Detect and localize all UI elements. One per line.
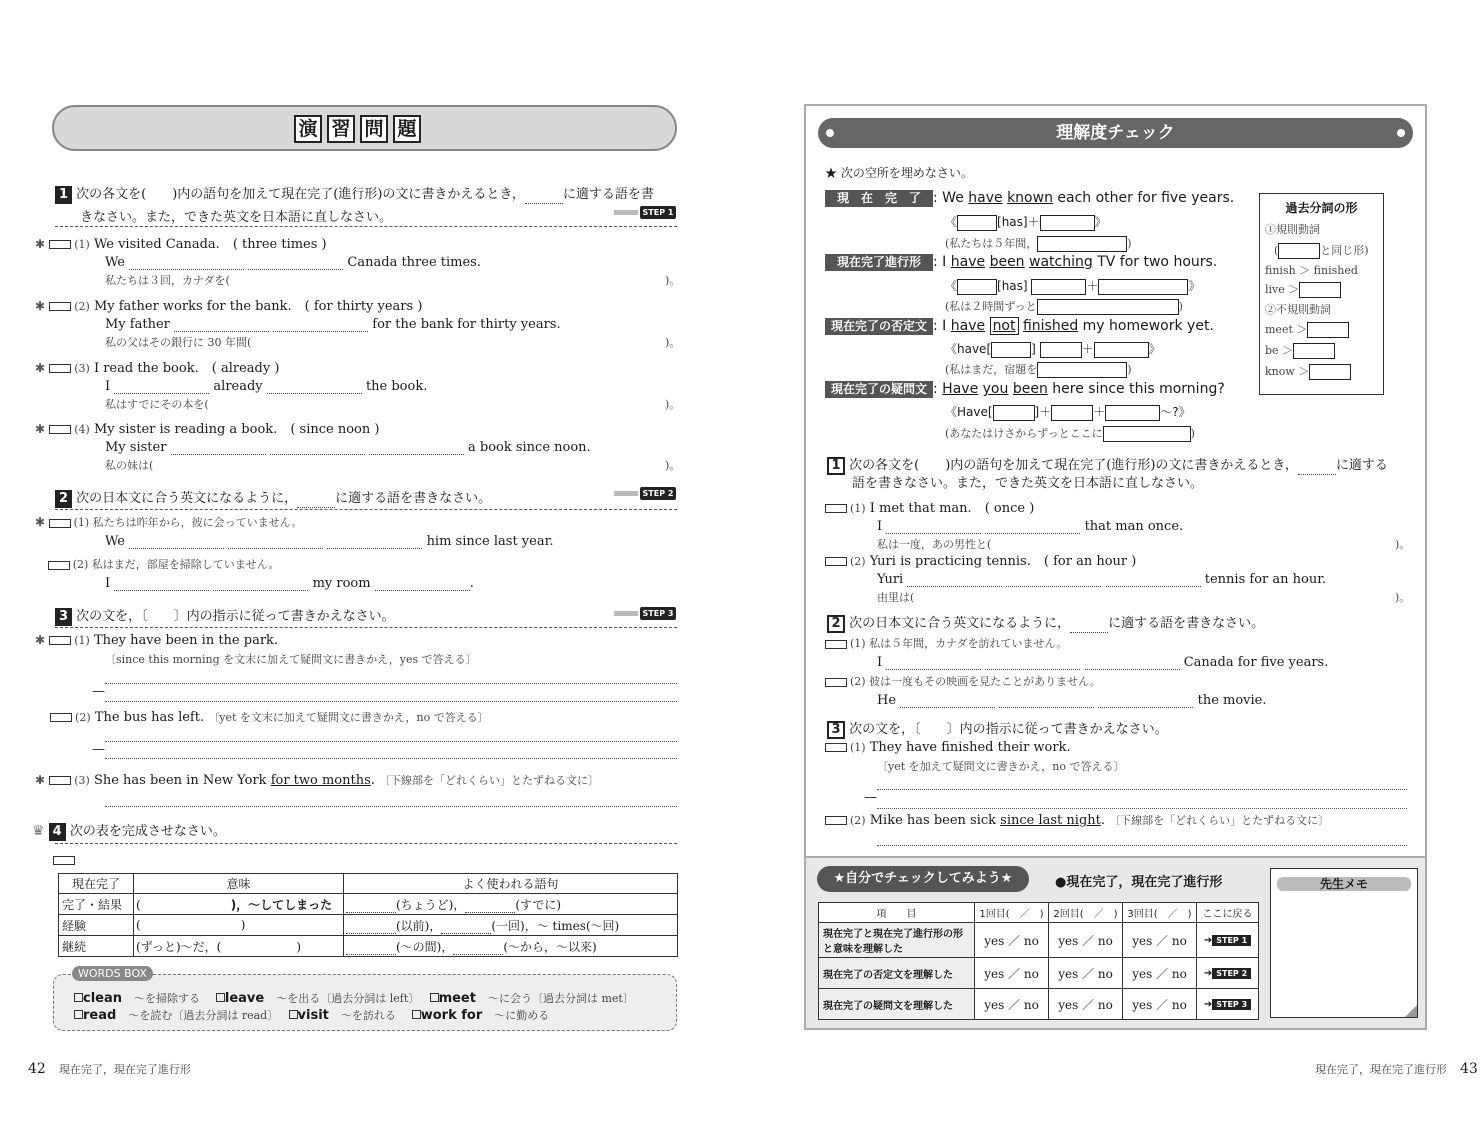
r-q3-header: 3 次の文を，〔 〕内の指示に従って書きかえなさい。	[827, 718, 1168, 739]
q1-item-1: ✱ (1) We visited Canada. ( three times ) We Canada three times. 私たちは３回，カナダを( )。	[35, 237, 681, 287]
answer-blank[interactable]	[985, 656, 1080, 670]
self-check-table: 項 目 1回目( ／ ) 2回目( ／ ) 3回目( ／ ) ここに戻る 現在完了と現在完了進行形の形と意味を理解した yes ／ no yes ／ no yes ／ no ➔ STEP 1 現在完了の否定文を理解した yes ／ no yes ／ no yes ／ no ➔ STEP 2 現在完了の疑問文を理解した yes ／ no yes ／ no yes ／ no ➔ STEP 3	[818, 902, 1259, 1020]
check-box[interactable]	[49, 240, 71, 249]
answer-blank[interactable]	[174, 318, 269, 332]
answer-box[interactable]	[1293, 343, 1335, 359]
check-box[interactable]	[49, 302, 71, 311]
r-q2-header: 2 次の日本文に合う英文になるように， に適する語を書きなさい。	[827, 612, 1264, 633]
answer-box[interactable]	[1098, 279, 1188, 295]
q1-instruction-2: きなさい。また，できた英文を日本語に直しなさい。	[80, 210, 393, 225]
q2-header: 2 次の日本文に合う英文になるように， に適する語を書きなさい。	[55, 487, 491, 508]
q3-item-3: ✱ (3) She has been in New York for two months. 〔下線部を「どれくらい」とたずねる文に〕	[35, 773, 600, 788]
r-q2-item-1: (1) 私は５年間，カナダを訪れていません。 I Canada for five years.	[825, 635, 1410, 670]
answer-box[interactable]	[1040, 215, 1095, 231]
answer-box[interactable]	[1299, 282, 1341, 298]
answer-blank[interactable]	[129, 256, 244, 270]
sentence: They have been in the park.	[93, 633, 279, 648]
sentence: My father works for the bank.	[93, 299, 292, 314]
answer-box[interactable]	[1105, 405, 1160, 421]
title-char: 問	[360, 115, 388, 143]
answer-blank[interactable]	[213, 577, 308, 591]
answer-blank[interactable]	[999, 694, 1094, 708]
answer-blank[interactable]	[907, 573, 1002, 587]
self-check-badge: ★自分でチェックしてみよう★	[817, 866, 1029, 892]
answer-blank[interactable]	[346, 899, 396, 913]
answer-box[interactable]	[1037, 236, 1127, 252]
fill-instruction: ★ 次の空所を埋めなさい。	[825, 166, 973, 180]
step-link[interactable]: STEP 3	[1212, 999, 1251, 1010]
question-instruction: 次の各文を( )内の語句を加えて現在完了(進行形)の文に書きかえるとき，	[76, 187, 525, 202]
answer-blank[interactable]	[346, 941, 396, 955]
summary-table: 現在完了 意味 よく使われる語句 完了・結果 ( )，〜してしまった (ちょうど)， (すでに) 経験 ( ) (以前)， (一回)，〜 times(〜回) 継続 (ずっと)〜だ，( ) (〜の間)， (〜から，〜以来)	[58, 873, 678, 957]
step-badge: STEP 1	[640, 206, 676, 219]
answer-blank[interactable]	[129, 535, 224, 549]
q4-header: ♛ 4 次の表を完成させなさい。	[32, 823, 226, 839]
answer-box[interactable]	[993, 405, 1035, 421]
answer-blank[interactable]	[441, 920, 491, 934]
checkbox-icon	[289, 1010, 298, 1019]
q2-item-1: ✱ (1) 私たちは昨年から，彼に会っていません。 We him since last year.	[35, 515, 554, 549]
answer-blank[interactable]	[1098, 694, 1193, 708]
answer-box[interactable]	[957, 215, 997, 231]
grammar-present-perfect-progressive: 現在完了進行形 : I have been watching TV for two hours.	[825, 254, 1217, 271]
question-instruction: に適する語を書	[562, 187, 654, 202]
check-box[interactable]	[825, 678, 847, 687]
answer-box[interactable]	[1309, 364, 1351, 380]
checkbox-icon	[430, 993, 439, 1002]
q1-header	[55, 183, 680, 204]
answer-box[interactable]	[1094, 342, 1149, 358]
answer-blank[interactable]	[886, 656, 981, 670]
checkbox-icon	[412, 1010, 421, 1019]
q3-item-2: (2) The bus has left. 〔yet を文末に加えて疑問文に書きかえ，no で答える〕	[35, 709, 680, 725]
answer-blank[interactable]	[270, 441, 365, 455]
grammar-question: 現在完了の疑問文 : Have you been here since this morning?	[825, 381, 1225, 398]
answer-blank[interactable]	[985, 520, 1080, 534]
r-q1-instruction-2: 語を書きなさい。また，できた英文を日本語に直しなさい。	[852, 476, 1204, 491]
star-icon: ★	[825, 166, 838, 180]
check-title: 理解度チェック	[1056, 123, 1175, 143]
answer-box[interactable]	[1051, 405, 1093, 421]
check-title-bar	[818, 118, 1413, 148]
blank[interactable]	[297, 494, 335, 508]
question-number: 2	[55, 490, 72, 508]
answer-box[interactable]	[1103, 426, 1191, 442]
answer-box[interactable]	[1307, 322, 1349, 338]
sentence: My sister is reading a book.	[93, 422, 278, 437]
answer-box[interactable]	[1037, 362, 1127, 378]
answer-blank[interactable]	[114, 380, 209, 394]
title-banner	[52, 105, 677, 151]
question-number: 1	[827, 457, 845, 475]
answer-box[interactable]	[991, 342, 1031, 358]
answer-blank[interactable]	[267, 380, 362, 394]
check-box[interactable]	[49, 636, 71, 645]
r-q1-header: 1 次の各文を( )内の語句を加えて現在完了(進行形)の文に書きかえるとき， に適する	[827, 454, 1417, 475]
check-box[interactable]	[825, 640, 847, 649]
grammar-negative: 現在完了の否定文 : I have not finished my homework yet.	[825, 318, 1214, 335]
answer-blank[interactable]	[369, 441, 464, 455]
blank[interactable]	[1070, 619, 1108, 633]
r-q1-item-1: (1) I met that man. ( once ) I that man once. 私は一度，あの男性と( )。	[825, 497, 1410, 552]
answer-blank[interactable]	[327, 535, 422, 549]
checkbox-icon	[216, 993, 225, 1002]
check-box[interactable]	[825, 504, 847, 513]
answer-blank[interactable]	[114, 577, 209, 591]
answer-blank[interactable]	[228, 535, 323, 549]
q3-item-1: ✱ (1) They have been in the park. 〔since this morning を文末に加えて疑問文に書きかえ，yes で答える〕	[35, 633, 477, 666]
answer-blank[interactable]	[248, 256, 343, 270]
arrow-icon: ➔	[1203, 998, 1213, 1010]
answer-box[interactable]	[1278, 243, 1320, 259]
answer-blank[interactable]	[465, 899, 515, 913]
answer-blank[interactable]	[886, 520, 981, 534]
past-participle-box: 過去分詞の形 ①規則動詞 ( と同じ形) finish ＞ finished live ＞ ②不規則動詞 meet ＞ be ＞ know ＞	[1259, 193, 1384, 395]
r-q2-item-2: (2) 彼は一度もその映画を見たことがありません。 He the movie.	[825, 673, 1410, 708]
step-link[interactable]: STEP 2	[1212, 968, 1251, 979]
check-box[interactable]	[825, 743, 847, 752]
check-box[interactable]	[49, 519, 71, 528]
words-box-title: WORDS BOX	[72, 966, 153, 981]
answer-blank[interactable]	[171, 441, 266, 455]
self-check-subject: ●現在完了，現在完了進行形	[1055, 875, 1223, 890]
r-q1-item-2: (2) Yuri is practicing tennis. ( for an hour ) Yuri tennis for an hour. 由里は( )。	[825, 550, 1410, 605]
title-char: 習	[327, 115, 355, 143]
q1-item-4: ✱ (4) My sister is reading a book. ( since noon ) My sister a book since noon. 私の妹は( )。	[35, 422, 681, 472]
r-q3-item-2: (2) Mike has been sick since last night. 〔下線部を「どれくらい」とたずねる文に〕	[825, 812, 1410, 828]
arrow-icon: ➔	[1203, 934, 1213, 946]
q1-item-2: ✱ (2) My father works for the bank. ( for thirty years ) My father for the bank for thirty years. 私の父はその銀行に 30 年間( )。	[35, 299, 681, 349]
answer-blank[interactable]	[1106, 573, 1201, 587]
answer-blank[interactable]	[1006, 573, 1101, 587]
sentence: We visited Canada.	[93, 237, 220, 252]
check-box[interactable]	[50, 713, 72, 722]
answer-blank[interactable]	[1085, 656, 1180, 670]
q1-item-3: ✱ (3) I read the book. ( already ) I already the book. 私はすでにその本を( )。	[35, 361, 681, 411]
q3-header: 3 次の文を，〔 〕内の指示に従って書きかえなさい。	[55, 605, 395, 626]
r-q3-item-1: (1) They have finished their work. 〔yet を加えて疑問文に書きかえ，no で答える〕	[825, 740, 1410, 774]
crown-icon: ♛	[32, 823, 45, 839]
check-box[interactable]	[49, 776, 71, 785]
check-box[interactable]	[48, 561, 70, 570]
check-box[interactable]	[49, 364, 71, 373]
question-number: 3	[55, 608, 72, 626]
page-footer-left: 42 現在完了，現在完了進行形	[28, 1061, 191, 1077]
answer-box[interactable]	[957, 279, 997, 295]
answer-box[interactable]	[1040, 342, 1082, 358]
title-char: 題	[393, 115, 421, 143]
question-number: 1	[55, 186, 72, 204]
grammar-present-perfect: 現 在 完 了 : We have known each other for five years.	[825, 190, 1234, 207]
check-box[interactable]	[49, 425, 71, 434]
step-badge: STEP 2	[640, 487, 676, 500]
check-box[interactable]	[825, 557, 847, 566]
answer-box[interactable]	[1037, 299, 1179, 315]
q2-item-2: (2) 私はまだ，部屋を掃除していません。 I my room .	[35, 556, 680, 591]
checkbox-icon	[74, 1010, 83, 1019]
check-box[interactable]	[53, 856, 75, 865]
step-link[interactable]: STEP 1	[1212, 935, 1251, 946]
sentence: I read the book.	[93, 361, 199, 376]
step-badge: STEP 3	[640, 607, 676, 620]
blank[interactable]	[525, 190, 563, 204]
page-footer-right: 現在完了，現在完了進行形 43	[1315, 1061, 1478, 1077]
answer-blank[interactable]	[900, 694, 995, 708]
answer-box[interactable]	[1031, 279, 1086, 295]
answer-blank[interactable]	[273, 318, 368, 332]
title-char: 演	[294, 115, 322, 143]
arrow-icon: ➔	[1203, 967, 1213, 979]
teacher-memo[interactable]: 先生メモ	[1270, 868, 1418, 1018]
check-box[interactable]	[825, 816, 847, 825]
answer-blank[interactable]	[375, 577, 470, 591]
checkbox-icon	[74, 993, 83, 1002]
question-number: 2	[827, 615, 845, 633]
answer-blank[interactable]	[346, 920, 396, 934]
question-number: 3	[827, 721, 845, 739]
words-box: WORDS BOX clean 〜を掃除する leave 〜を出る〔過去分詞は left〕 meet 〜に会う〔過去分詞は met〕 read 〜を読む〔過去分詞は read〕 visit 〜を訪れる work for 〜に勤める	[53, 974, 677, 1031]
blank[interactable]	[1298, 461, 1336, 475]
sentence: The bus has left.	[94, 710, 205, 725]
question-number: 4	[49, 823, 66, 841]
answer-blank[interactable]	[453, 941, 503, 955]
